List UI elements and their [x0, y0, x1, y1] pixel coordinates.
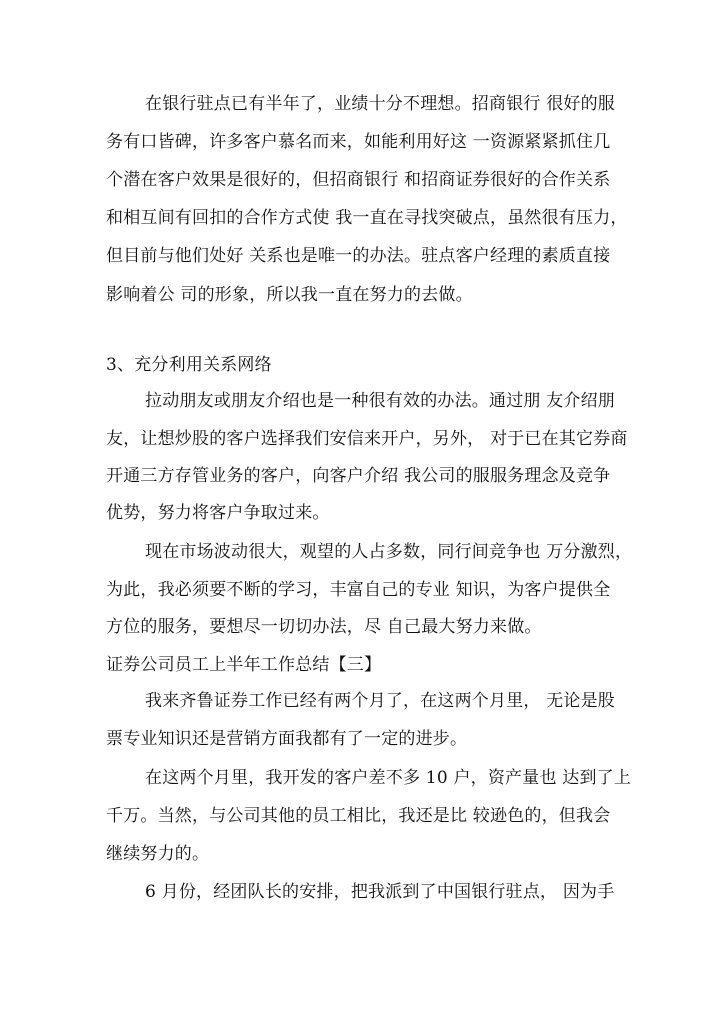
- paragraph-line: 开通三方存管业务的客户，向客户介绍 我公司的服服务理念及竞争: [106, 466, 611, 486]
- paragraph-line: 6 月份，经团队长的安排，把我派到了中国银行驻点， 因为手: [145, 882, 615, 902]
- paragraph-line: 继续努力的。: [106, 844, 210, 864]
- paragraph-line: 为此，我必须要不断的学习，丰富自己的专业 知识，为客户提供全: [106, 580, 611, 600]
- paragraph-line: 拉动朋友或朋友介绍也是一种很有效的办法。通过朋 友介绍朋: [145, 391, 616, 411]
- paragraph-line: 在这两个月里，我开发的客户差不多 10 户，资产量也 达到了上: [145, 768, 632, 788]
- section-heading: 证券公司员工上半年工作总结【三】: [106, 655, 382, 675]
- paragraph-line: 优势，努力将客户争取过来。: [106, 503, 330, 523]
- paragraph-line: 但目前与他们处好 关系也是唯一的办法。驻点客户经理的素质直接: [106, 246, 611, 266]
- paragraph-line: 和相互间有回扣的合作方式使 我一直在寻找突破点，虽然很有压力，: [106, 208, 628, 228]
- paragraph-line: 现在市场波动很大，观望的人占多数，同行间竞争也 万分激烈，: [145, 542, 633, 562]
- paragraph-line: 我来齐鲁证券工作已经有两个月了，在这两个月里， 无论是股: [145, 691, 616, 711]
- paragraph-line: 影响着公 司的形象，所以我一直在努力的去做。: [106, 285, 473, 305]
- section-heading: 3、充分利用关系网络: [106, 355, 272, 375]
- paragraph-line: 票专业知识还是营销方面我都有了一定的进步。: [106, 729, 468, 749]
- paragraph-line: 务有口皆碑，许多客户慕名而来，如能利用好这 一资源紧紧抓住几: [106, 132, 611, 152]
- paragraph-line: 友，让想炒股的客户选择我们安信来开户，另外， 对于已在其它券商: [106, 429, 628, 449]
- paragraph-line: 在银行驻点已有半年了，业绩十分不理想。招商银行 很好的服: [145, 94, 616, 114]
- paragraph-line: 方位的服务，要想尽一切切办法，尽 自己最大努力来做。: [106, 617, 542, 637]
- paragraph-line: 千万。当然，与公司其他的员工相比，我还是比 较逊色的，但我会: [106, 806, 611, 826]
- paragraph-line: 个潜在客户效果是很好的，但招商银行 和招商证券很好的合作关系: [106, 170, 611, 190]
